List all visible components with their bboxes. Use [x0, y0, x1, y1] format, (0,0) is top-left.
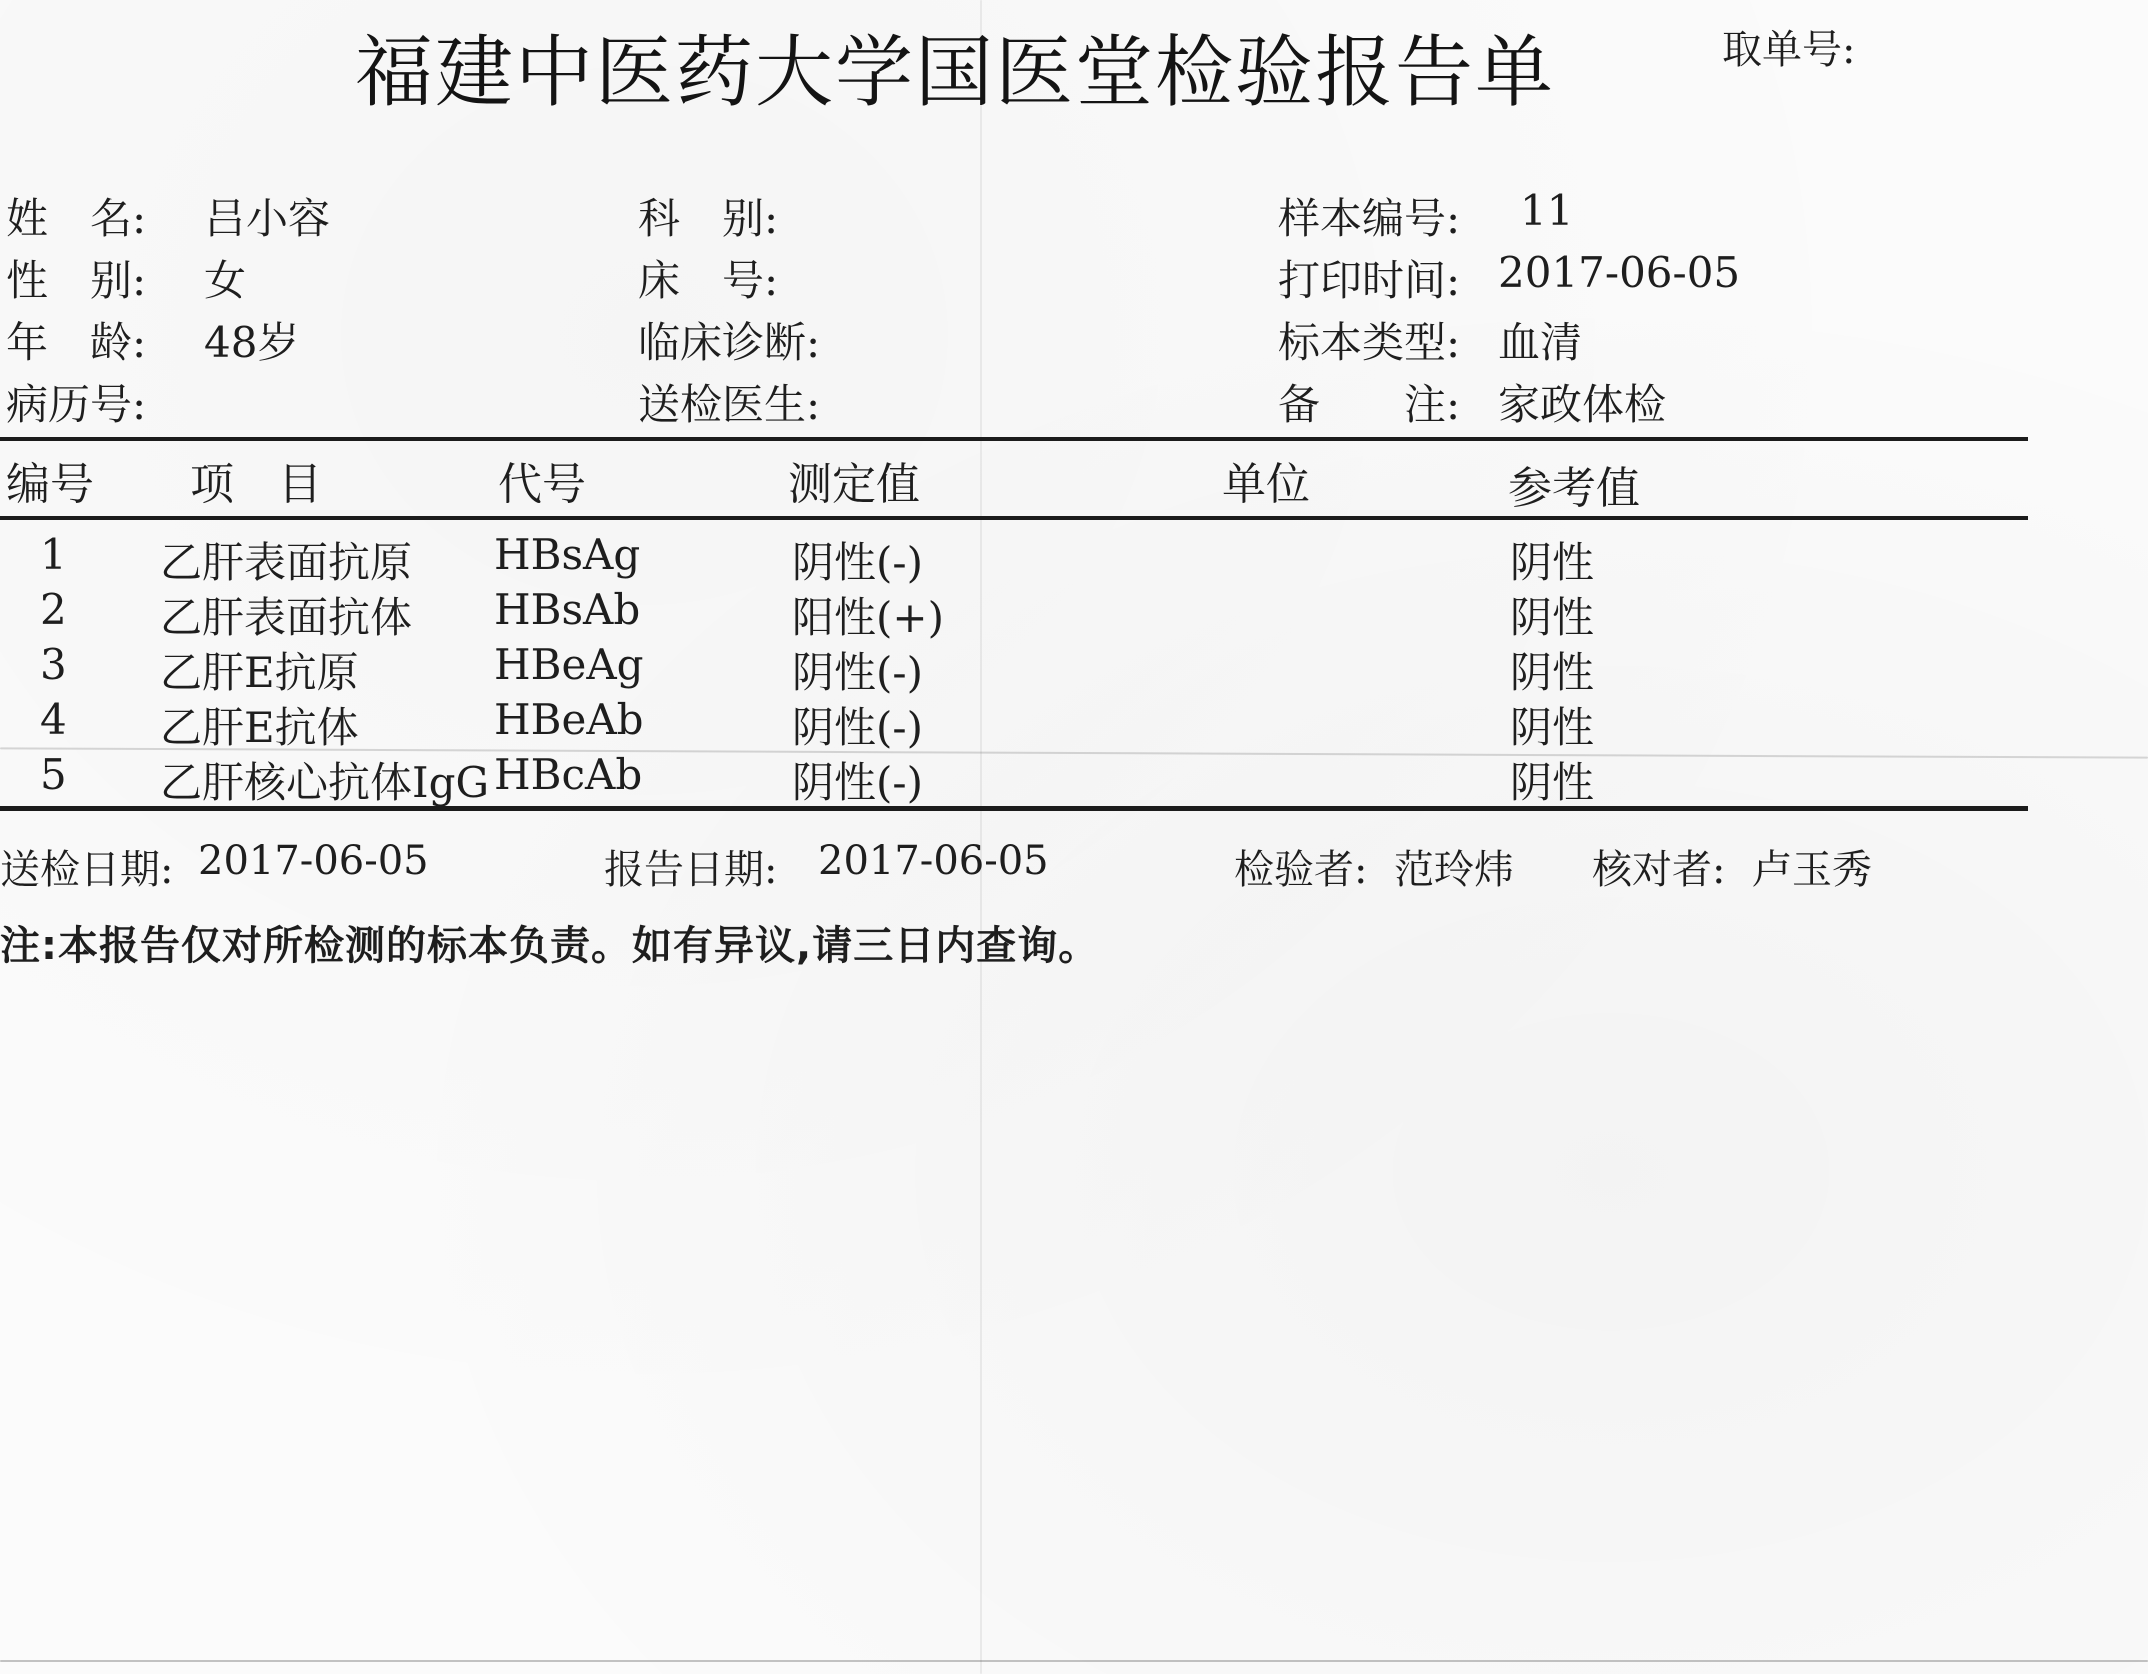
table-header-rule — [0, 516, 2028, 520]
row-reference: 阴性 — [1510, 593, 1595, 642]
row-value: 阳性(+) — [792, 593, 944, 642]
record-number-label: 病历号: — [6, 380, 147, 429]
row-item: 乙肝表面抗原 — [160, 538, 413, 587]
submit-date-label: 送检日期: — [0, 847, 174, 893]
age-label: 年 龄: — [6, 318, 147, 367]
checker-label: 核对者: — [1592, 847, 1726, 893]
sample-type-label: 标本类型: — [1278, 318, 1461, 367]
row-number: 1 — [40, 530, 67, 579]
header-reference: 参考值 — [1508, 463, 1640, 514]
row-item: 乙肝核心抗体IgG — [160, 758, 490, 807]
row-value: 阴性(-) — [792, 538, 923, 587]
name-label: 姓 名: — [6, 194, 147, 243]
header-number: 编号 — [6, 459, 94, 510]
inspector-name: 范玲炜 — [1394, 847, 1514, 893]
row-code: HBsAb — [494, 585, 641, 634]
row-code: HBeAg — [494, 640, 644, 689]
sample-number-label: 样本编号: — [1278, 194, 1461, 243]
department-label: 科 别: — [638, 194, 779, 243]
sample-number: 11 — [1520, 186, 1574, 235]
report-date-label: 报告日期: — [604, 847, 778, 893]
row-item: 乙肝E抗体 — [160, 703, 359, 752]
row-code: HBsAg — [494, 530, 641, 579]
submit-date: 2017-06-05 — [198, 838, 429, 884]
header-unit: 单位 — [1222, 459, 1310, 510]
row-reference: 阴性 — [1510, 648, 1595, 697]
row-reference: 阴性 — [1510, 538, 1595, 587]
referring-doctor-label: 送检医生: — [638, 380, 821, 429]
checker-name: 卢玉秀 — [1752, 847, 1872, 893]
paper-crease — [980, 0, 982, 1674]
ticket-number-label: 取单号: — [1722, 27, 1856, 73]
bed-number-label: 床 号: — [638, 256, 779, 305]
patient-age: 48岁 — [204, 318, 300, 367]
report-title: 福建中医药大学国医堂检验报告单 — [355, 28, 1556, 118]
header-code: 代号 — [498, 459, 586, 510]
row-number: 5 — [40, 750, 67, 799]
sex-label: 性 别: — [6, 256, 147, 305]
row-number: 3 — [40, 640, 67, 689]
inspector-label: 检验者: — [1234, 847, 1368, 893]
row-reference: 阴性 — [1510, 758, 1595, 807]
sample-type: 血清 — [1498, 318, 1583, 367]
row-reference: 阴性 — [1510, 703, 1595, 752]
remark-value: 家政体检 — [1498, 380, 1667, 429]
row-value: 阴性(-) — [792, 758, 923, 807]
row-code: HBcAb — [494, 750, 643, 799]
patient-name: 吕小容 — [204, 194, 331, 243]
row-code: HBeAb — [494, 695, 644, 744]
print-time: 2017-06-05 — [1498, 248, 1741, 297]
header-item: 项 目 — [190, 459, 322, 510]
patient-sex: 女 — [204, 256, 247, 305]
row-value: 阴性(-) — [792, 648, 923, 697]
row-item: 乙肝E抗原 — [160, 648, 359, 697]
row-number: 2 — [40, 585, 67, 634]
paper-edge — [0, 1660, 2148, 1662]
remark-label: 备 注: — [1278, 380, 1461, 429]
clinical-diagnosis-label: 临床诊断: — [638, 318, 821, 367]
report-date: 2017-06-05 — [818, 838, 1049, 884]
print-time-label: 打印时间: — [1278, 256, 1461, 305]
header-measured-value: 测定值 — [788, 459, 920, 510]
table-top-rule — [0, 437, 2028, 441]
row-item: 乙肝表面抗体 — [160, 593, 413, 642]
row-number: 4 — [40, 695, 67, 744]
disclaimer-note: 注:本报告仅对所检测的标本负责。如有异议,请三日内查询。 — [0, 923, 1100, 969]
row-value: 阴性(-) — [792, 703, 923, 752]
